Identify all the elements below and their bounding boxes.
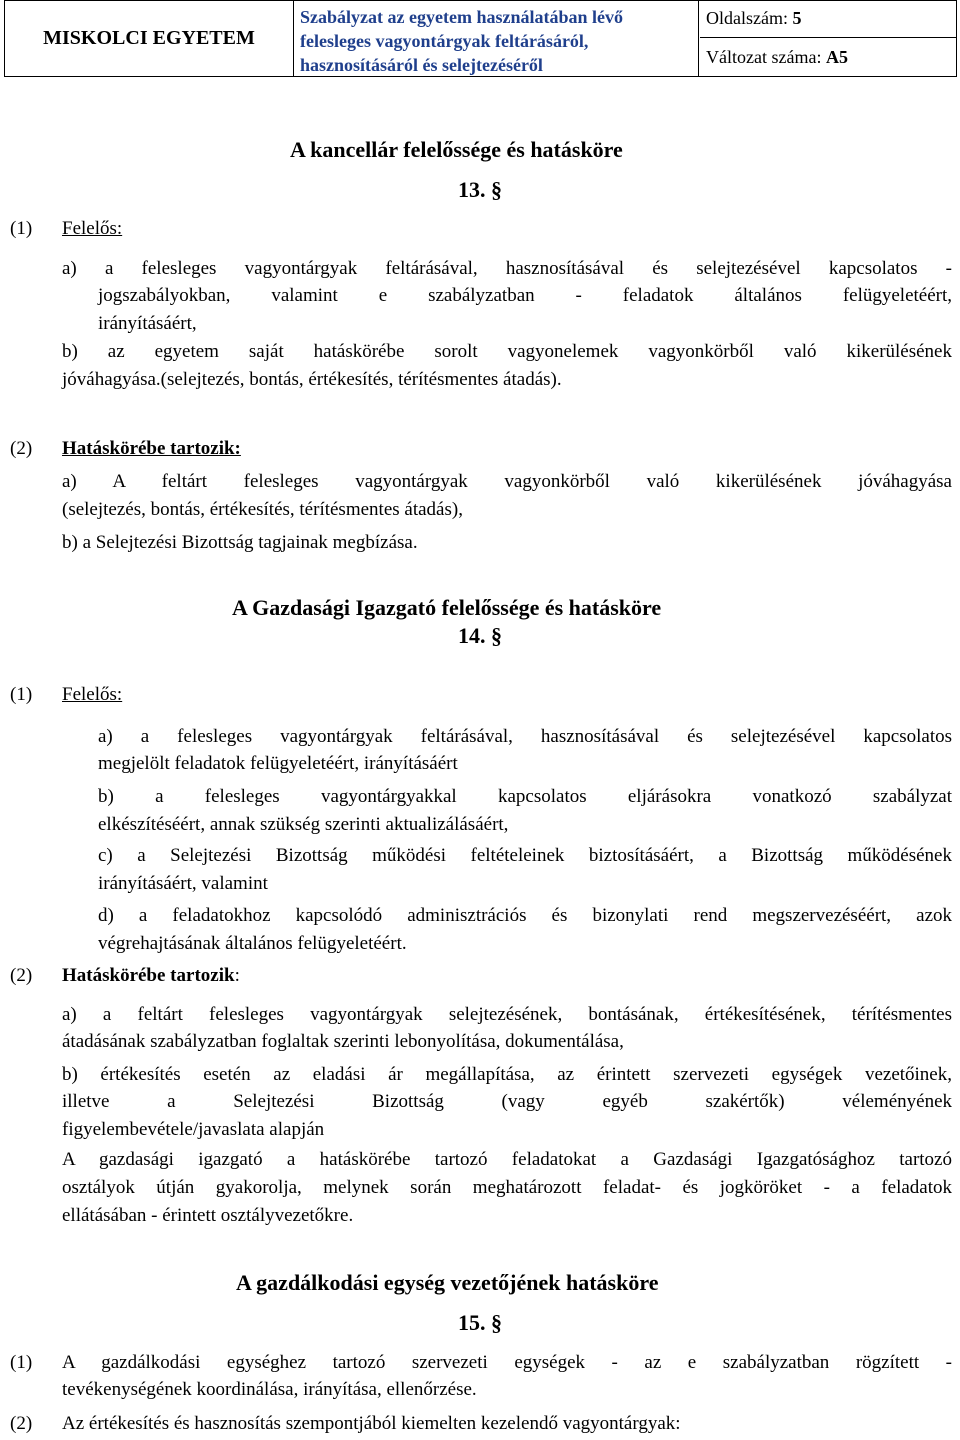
text-line: Az értékesítés és hasznosítás szempontjából kiemelten kezelendő vagyontárgyak: — [62, 1413, 681, 1434]
authority-colon: : — [234, 965, 240, 986]
text-line: tevékenységének koordinálása, irányítása, ellenőrzése. — [62, 1379, 477, 1400]
text-line: d) a feladatokhoz kapcsolódó adminisztrációs és bizonylati rend megszervezéséért, azok — [98, 905, 952, 926]
version-label: Változat száma: — [706, 47, 826, 67]
document-header — [4, 0, 957, 77]
authority-label-line — [62, 963, 240, 989]
title-line: felesleges vagyontárgyak feltárásáról, — [300, 31, 589, 51]
text-line: irányításáért, valamint — [98, 873, 268, 894]
institution-name: MISKOLCI EGYETEM — [5, 1, 294, 76]
version-value: A5 — [825, 47, 848, 67]
text-line: ellátásában - érintett osztályvezetőkre. — [62, 1205, 354, 1226]
text-line: a) a felesleges vagyontárgyak feltárásával, hasznosításával és selejtezésével kapcsolatos - — [62, 258, 952, 279]
version-number — [700, 39, 956, 76]
text-line: jogszabályokban, valamint e szabályzatban - feladatok általános felügyeletéért, — [98, 285, 952, 306]
paragraph-number: (1) — [10, 684, 33, 705]
text-line: (selejtezés, bontás, értékesítés, térítésmentes átadás), — [62, 499, 463, 520]
authority-label: Hatáskörébe tartozik — [62, 965, 235, 986]
text-line: b) a Selejtezési Bizottság tagjainak megbízása. — [62, 532, 418, 553]
section-14-heading: A Gazdasági Igazgató felelőssége és hatásköre — [232, 595, 662, 620]
responsible-label: Felelős: — [62, 684, 123, 705]
text-line: a) A feltárt felesleges vagyontárgyak vagyonkörből való kikerülésének jóváhagyása — [62, 471, 952, 492]
text-line: a) a feltárt felesleges vagyontárgyak selejtezésének, bontásának, értékesítésének, térítésmentes — [62, 1004, 952, 1025]
text-line: figyelembevétele/javaslata alapján — [62, 1119, 325, 1140]
page-label: Oldalszám: — [706, 8, 793, 28]
text-line: megjelölt feladatok felügyeletéért, irányításáért — [98, 753, 458, 774]
paragraph-number: (2) — [10, 1413, 33, 1434]
page-value: 5 — [792, 8, 802, 28]
text-line: b) a felesleges vagyontárgyakkal kapcsolatos eljárásokra vonatkozó szabályzat — [98, 786, 952, 807]
text-line: illetve a Selejtezési Bizottság (vagy egyéb szakértők) véleményének — [62, 1091, 952, 1112]
section-15-number: 15. § — [458, 1310, 502, 1335]
text-line: elkészítéséért, annak szükség szerinti aktualizálásáért, — [98, 814, 509, 835]
title-line: Szabályzat az egyetem használatában lévő — [300, 7, 623, 27]
page-number — [700, 1, 956, 38]
text-line: a) a felesleges vagyontárgyak feltárásával, hasznosításával és selejtezésével kapcsolatos — [98, 726, 952, 747]
text-line: A gazdálkodási egységhez tartozó szervezeti egységek - az e szabályzatban rögzített - — [62, 1352, 952, 1373]
text-line: b) az egyetem saját hatáskörébe sorolt vagyonelemek vagyonkörből való kikerülésének — [62, 341, 952, 362]
authority-label: Hatáskörébe tartozik: — [62, 438, 241, 459]
text-line: jóváhagyása.(selejtezés, bontás, értékesítés, térítésmentes átadás). — [62, 369, 562, 390]
paragraph-number: (2) — [10, 438, 33, 459]
text-line: átadásának szabályzatban foglaltak szerinti lebonyolítása, dokumentálása, — [62, 1031, 624, 1052]
text-line: b) értékesítés esetén az eladási ár megállapítása, az érintett szervezeti egységek vezetőinek, — [62, 1064, 952, 1085]
responsible-label: Felelős: — [62, 218, 123, 239]
text-line: végrehajtásának általános felügyeletéért. — [98, 933, 407, 954]
paragraph-number: (1) — [10, 218, 33, 239]
section-14-number: 14. § — [458, 623, 502, 648]
document-title — [294, 1, 699, 76]
section-13-heading: A kancellár felelőssége és hatásköre — [290, 137, 623, 162]
text-line: irányításáért, — [98, 313, 197, 334]
text-line: c) a Selejtezési Bizottság működési feltételeinek biztosításáért, a Bizottság működésének — [98, 845, 952, 866]
title-line: hasznosításáról és selejtezéséről — [300, 55, 543, 75]
text-line: A gazdasági igazgató a hatáskörébe tartozó feladatokat a Gazdasági Igazgatósághoz tartozó — [62, 1149, 952, 1170]
paragraph-number: (2) — [10, 965, 33, 986]
section-13-number: 13. § — [458, 177, 502, 202]
text-line: osztályok útján gyakorolja, melynek során meghatározott feladat- és jogköröket - a feladatok — [62, 1177, 952, 1198]
section-15-heading: A gazdálkodási egység vezetőjének hatásköre — [236, 1270, 659, 1295]
paragraph-number: (1) — [10, 1352, 33, 1373]
